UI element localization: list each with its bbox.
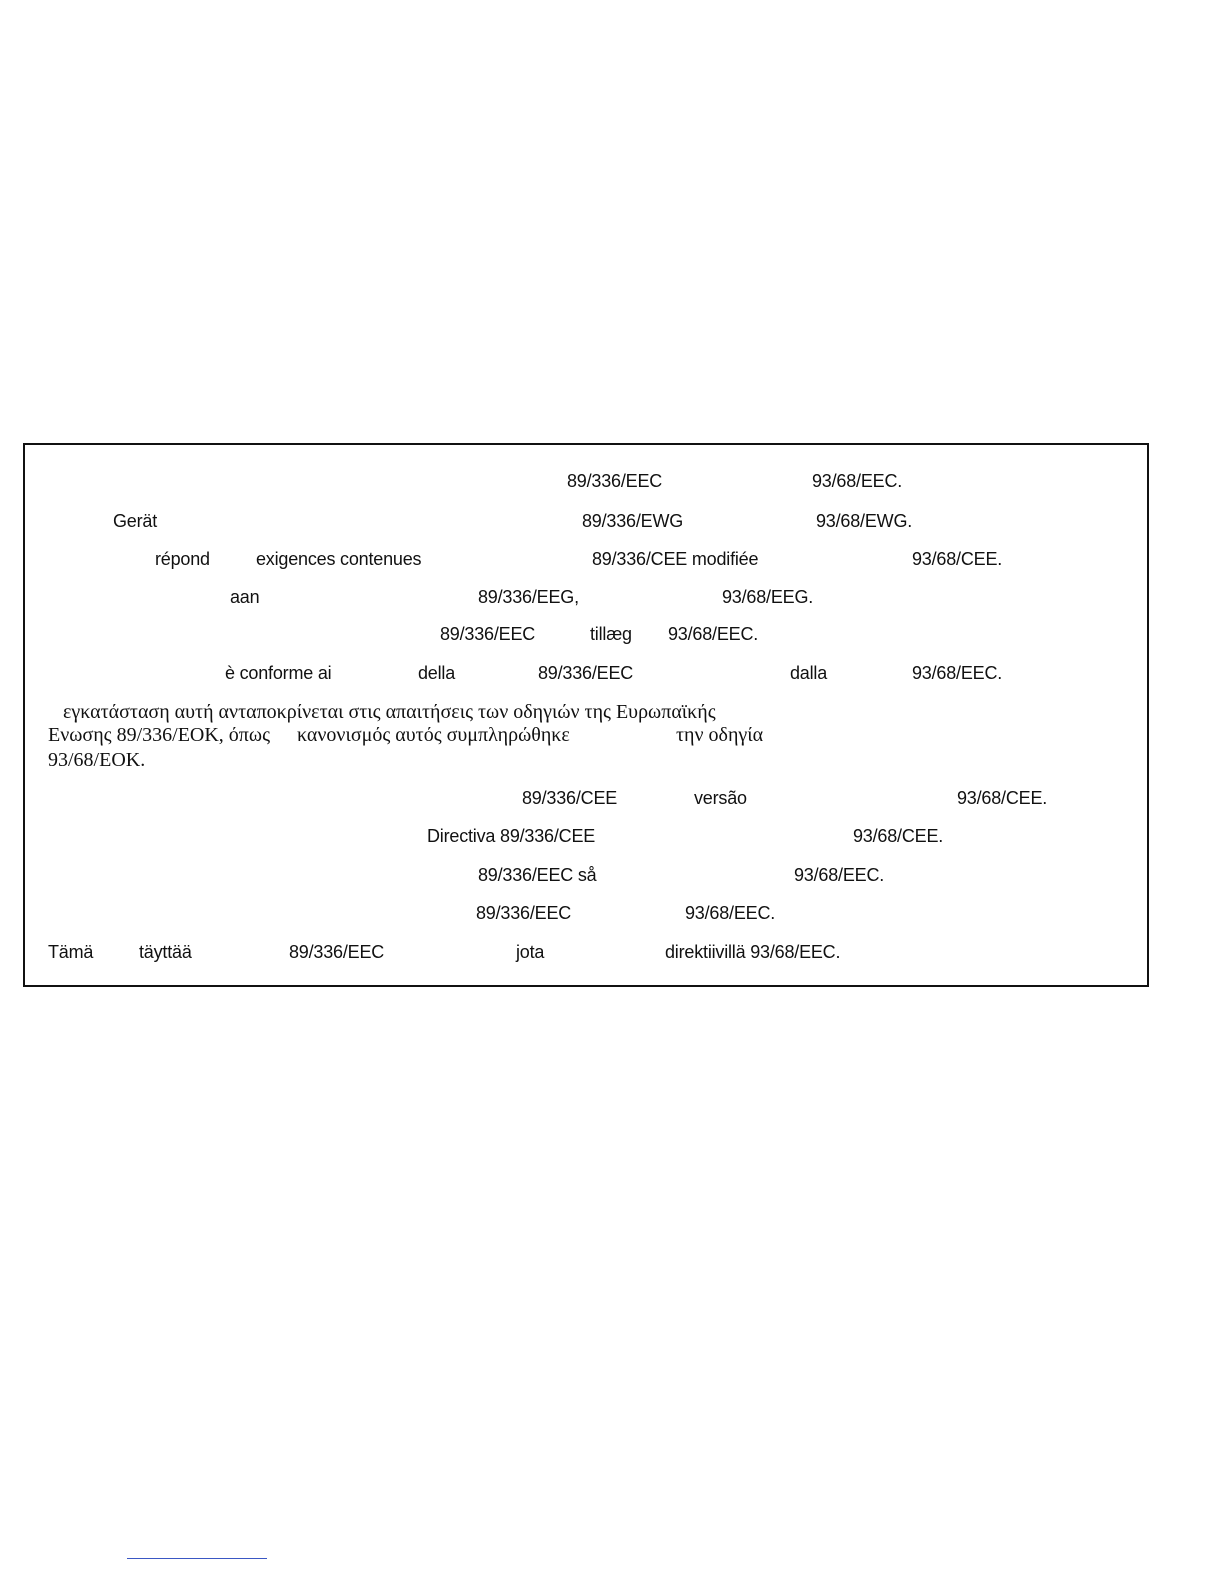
directive-ref: 89/336/CEE modifiée [592, 549, 759, 569]
requirements-phrase: exigences contenues [256, 549, 422, 569]
amendment-ref: 93/68/EEC. [685, 903, 776, 923]
amendment-ref: 93/68/CEE. [957, 788, 1048, 808]
article-word: dalla [790, 663, 828, 683]
amendment-ref: 93/68/CEE. [912, 549, 1003, 569]
amendment-ref: 93/68/EEG. [722, 587, 814, 607]
directive-ref: 89/336/EEC [538, 663, 634, 683]
greek-line-2b: κανονισμός αυτός συμπληρώθηκε [297, 724, 570, 746]
amendment-ref: 93/68/EEC. [794, 865, 885, 885]
relative-word: jota [516, 942, 545, 962]
directive-ref: Directiva 89/336/CEE [427, 826, 596, 846]
version-word: versão [694, 788, 747, 808]
amendment-ref: 93/68/EWG. [816, 511, 913, 531]
directive-ref: 89/336/EEC [476, 903, 572, 923]
greek-line-1: εγκατάσταση αυτή ανταποκρίνεται στις απαιτήσεις των οδηγιών της Ευρωπαϊκής [63, 701, 716, 723]
greek-line-3: 93/68/ΕΟΚ. [48, 749, 146, 771]
preposition-word: aan [230, 587, 260, 607]
footnote-rule [127, 1558, 267, 1559]
greek-line-2a: Ενωσης 89/336/ΕΟΚ, όπως [48, 724, 270, 746]
amendment-ref: 93/68/EEC. [812, 471, 903, 491]
amendment-ref: 93/68/CEE. [853, 826, 944, 846]
pronoun-word: Tämä [48, 942, 94, 962]
directive-ref: 89/336/CEE [522, 788, 618, 808]
directive-ref: 89/336/EEC [440, 624, 536, 644]
amendment-ref: 93/68/EEC. [668, 624, 759, 644]
greek-line-2c: την οδηγία [676, 724, 764, 746]
conforms-phrase: è conforme ai [225, 663, 332, 683]
article-word: della [418, 663, 456, 683]
fulfills-word: täyttää [139, 942, 192, 962]
amendment-ref: 93/68/EEC. [912, 663, 1003, 683]
directive-ref: 89/336/EEC så [478, 865, 597, 885]
directive-ref: 89/336/EWG [582, 511, 684, 531]
verb-word: répond [155, 549, 210, 569]
supplement-word: tillæg [590, 624, 632, 644]
device-word: Gerät [113, 511, 158, 531]
amendment-ref: direktiivillä 93/68/EEC. [665, 942, 841, 962]
directive-ref: 89/336/EEC [289, 942, 385, 962]
directive-ref: 89/336/EEG, [478, 587, 579, 607]
directive-ref: 89/336/EEC [567, 471, 663, 491]
